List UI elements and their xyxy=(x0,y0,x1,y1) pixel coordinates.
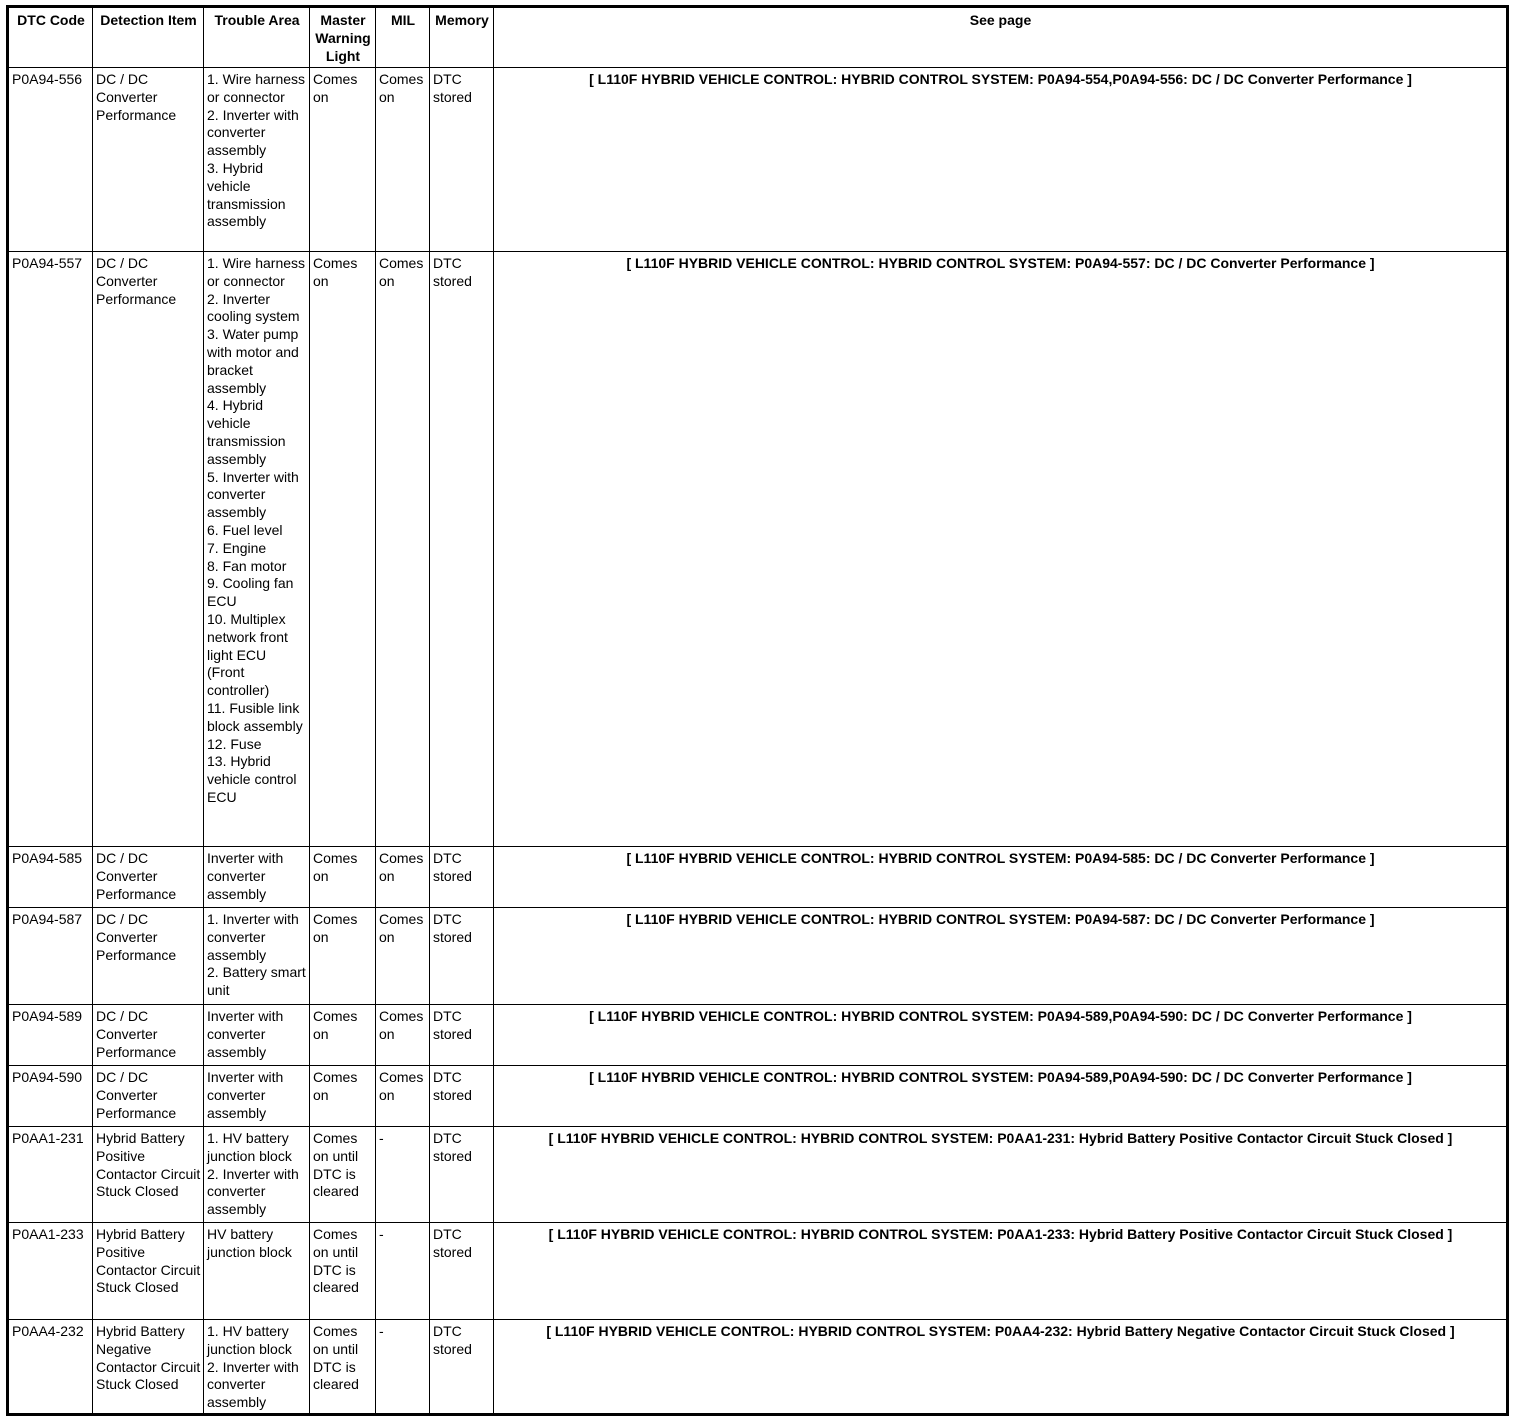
header-dtc-code: DTC Code xyxy=(8,7,93,68)
see-page-link[interactable]: [ L110F HYBRID VEHICLE CONTROL: HYBRID CONTROL SYSTEM: P0A94-587: DC / DC Converter Performance ] xyxy=(626,911,1375,927)
memory-cell: DTC stored xyxy=(430,252,494,847)
trouble-area-line: 1. Wire harness or connector xyxy=(207,255,306,289)
mil-cell: Comes on xyxy=(376,847,430,908)
memory-cell: DTC stored xyxy=(430,1223,494,1320)
see-page-link[interactable]: [ L110F HYBRID VEHICLE CONTROL: HYBRID CONTROL SYSTEM: P0AA4-232: Hybrid Battery Negative Contactor Circuit Stuck Closed ] xyxy=(546,1323,1455,1339)
see-page-cell xyxy=(494,68,1508,252)
detection-item-cell: Hybrid Battery Positive Contactor Circuit Stuck Closed xyxy=(93,1223,204,1320)
memory-cell: DTC stored xyxy=(430,68,494,252)
trouble-area-line: 2. Inverter with converter assembly xyxy=(207,106,299,159)
memory-cell: DTC stored xyxy=(430,1005,494,1066)
trouble-area-line: 2. Battery smart unit xyxy=(207,964,306,999)
trouble-area-line: 4. Hybrid vehicle transmission assembly xyxy=(207,397,286,467)
trouble-area-cell xyxy=(204,252,310,847)
see-page-cell xyxy=(494,908,1508,1005)
table-row xyxy=(8,1005,1508,1066)
table-row xyxy=(8,847,1508,908)
table-row xyxy=(8,1320,1508,1415)
trouble-area-cell xyxy=(204,1005,310,1066)
trouble-area-line: 9. Cooling fan ECU xyxy=(207,575,294,610)
dtc-code-cell: P0A94-590 xyxy=(8,1066,93,1127)
see-page-cell xyxy=(494,1320,1508,1415)
trouble-area-line: Inverter with converter assembly xyxy=(207,850,284,902)
trouble-area-line: 7. Engine xyxy=(207,539,267,556)
dtc-code-cell: P0A94-587 xyxy=(8,908,93,1005)
master-warning-light-cell: Comes on until DTC is cleared xyxy=(310,1127,376,1223)
table-row xyxy=(8,68,1508,252)
see-page-link[interactable]: [ L110F HYBRID VEHICLE CONTROL: HYBRID CONTROL SYSTEM: P0A94-585: DC / DC Converter Performance ] xyxy=(626,850,1375,866)
detection-item-cell: DC / DC Converter Performance xyxy=(93,847,204,908)
detection-item-cell: Hybrid Battery Negative Contactor Circuit Stuck Closed xyxy=(93,1320,204,1415)
table-row xyxy=(8,252,1508,847)
mil-cell: - xyxy=(376,1223,430,1320)
dtc-code-cell: P0AA1-233 xyxy=(8,1223,93,1320)
trouble-area-line: 3. Hybrid vehicle transmission assembly xyxy=(207,159,286,230)
table-body xyxy=(8,68,1508,1415)
trouble-area-line: 1. Wire harness or connector xyxy=(207,71,306,105)
master-warning-light-cell: Comes on xyxy=(310,252,376,847)
see-page-cell xyxy=(494,1223,1508,1320)
trouble-area-line: 10. Multiplex network front light ECU (Front controller) xyxy=(207,610,288,699)
trouble-area-cell xyxy=(204,1127,310,1223)
master-warning-light-cell: Comes on xyxy=(310,1005,376,1066)
trouble-area-line: 8. Fan motor xyxy=(207,557,287,574)
trouble-area-line: 2. Inverter cooling system xyxy=(207,290,300,325)
mil-cell: - xyxy=(376,1127,430,1223)
see-page-cell xyxy=(494,252,1508,847)
memory-cell: DTC stored xyxy=(430,1127,494,1223)
dtc-code-cell: P0A94-556 xyxy=(8,68,93,252)
trouble-area-line: 2. Inverter with converter assembly xyxy=(207,1165,299,1218)
table-row xyxy=(8,1127,1508,1223)
detection-item-cell: DC / DC Converter Performance xyxy=(93,908,204,1005)
see-page-link[interactable]: [ L110F HYBRID VEHICLE CONTROL: HYBRID CONTROL SYSTEM: P0A94-589,P0A94-590: DC / DC Converter Performance ] xyxy=(589,1008,1412,1024)
mil-cell: Comes on xyxy=(376,1005,430,1066)
header-trouble-area: Trouble Area xyxy=(204,7,310,68)
mil-cell: Comes on xyxy=(376,252,430,847)
dtc-table xyxy=(6,5,1509,1416)
master-warning-light-cell: Comes on until DTC is cleared xyxy=(310,1320,376,1415)
dtc-code-cell: P0A94-589 xyxy=(8,1005,93,1066)
table-header-row xyxy=(8,7,1508,68)
see-page-cell xyxy=(494,847,1508,908)
see-page-link[interactable]: [ L110F HYBRID VEHICLE CONTROL: HYBRID CONTROL SYSTEM: P0A94-554,P0A94-556: DC / DC Converter Performance ] xyxy=(589,71,1412,87)
trouble-area-cell xyxy=(204,1320,310,1415)
trouble-area-cell xyxy=(204,1066,310,1127)
see-page-cell xyxy=(494,1066,1508,1127)
trouble-area-line: 2. Inverter with converter assembly xyxy=(207,1358,299,1411)
detection-item-cell: DC / DC Converter Performance xyxy=(93,1066,204,1127)
table-row xyxy=(8,1223,1508,1320)
trouble-area-line: 3. Water pump with motor and bracket assembly xyxy=(207,326,299,396)
table-row xyxy=(8,908,1508,1005)
trouble-area-cell xyxy=(204,908,310,1005)
dtc-code-cell: P0A94-585 xyxy=(8,847,93,908)
mil-cell: - xyxy=(376,1320,430,1415)
trouble-area-line: 1. HV battery junction block xyxy=(207,1323,292,1357)
master-warning-light-cell: Comes on until DTC is cleared xyxy=(310,1223,376,1320)
header-memory: Memory xyxy=(430,7,494,68)
mil-cell: Comes on xyxy=(376,68,430,252)
master-warning-light-cell: Comes on xyxy=(310,68,376,252)
detection-item-cell: DC / DC Converter Performance xyxy=(93,1005,204,1066)
dtc-code-cell: P0AA1-231 xyxy=(8,1127,93,1223)
master-warning-light-cell: Comes on xyxy=(310,908,376,1005)
header-see-page: See page xyxy=(494,7,1508,68)
mil-cell: Comes on xyxy=(376,1066,430,1127)
trouble-area-cell xyxy=(204,1223,310,1320)
header-detection-item: Detection Item xyxy=(93,7,204,68)
detection-item-cell: DC / DC Converter Performance xyxy=(93,68,204,252)
master-warning-light-cell: Comes on xyxy=(310,847,376,908)
see-page-link[interactable]: [ L110F HYBRID VEHICLE CONTROL: HYBRID CONTROL SYSTEM: P0AA1-231: Hybrid Battery Positive Contactor Circuit Stuck Closed ] xyxy=(548,1130,1453,1146)
header-master-warning-light: Master Warning Light xyxy=(310,7,376,68)
dtc-code-cell: P0AA4-232 xyxy=(8,1320,93,1415)
dtc-code-cell: P0A94-557 xyxy=(8,252,93,847)
trouble-area-line: 5. Inverter with converter assembly xyxy=(207,468,299,521)
trouble-area-line: 12. Fuse xyxy=(207,735,262,752)
detection-item-cell: DC / DC Converter Performance xyxy=(93,252,204,847)
mil-cell: Comes on xyxy=(376,908,430,1005)
master-warning-light-cell: Comes on xyxy=(310,1066,376,1127)
trouble-area-cell xyxy=(204,68,310,252)
see-page-cell xyxy=(494,1005,1508,1066)
trouble-area-line: 13. Hybrid vehicle control ECU xyxy=(207,753,297,805)
trouble-area-line: Inverter with converter assembly xyxy=(207,1008,284,1060)
trouble-area-line: 6. Fuel level xyxy=(207,521,283,538)
memory-cell: DTC stored xyxy=(430,1066,494,1127)
trouble-area-line: HV battery junction block xyxy=(207,1226,292,1260)
see-page-link[interactable]: [ L110F HYBRID VEHICLE CONTROL: HYBRID CONTROL SYSTEM: P0AA1-233: Hybrid Battery Positive Contactor Circuit Stuck Closed ] xyxy=(548,1226,1453,1242)
trouble-area-line: Inverter with converter assembly xyxy=(207,1069,284,1121)
header-mil: MIL xyxy=(376,7,430,68)
trouble-area-line: 1. Inverter with converter assembly xyxy=(207,911,299,963)
memory-cell: DTC stored xyxy=(430,1320,494,1415)
memory-cell: DTC stored xyxy=(430,908,494,1005)
see-page-link[interactable]: [ L110F HYBRID VEHICLE CONTROL: HYBRID CONTROL SYSTEM: P0A94-589,P0A94-590: DC / DC Converter Performance ] xyxy=(589,1069,1412,1085)
see-page-link[interactable]: [ L110F HYBRID VEHICLE CONTROL: HYBRID CONTROL SYSTEM: P0A94-557: DC / DC Converter Performance ] xyxy=(626,255,1375,271)
trouble-area-line: 11. Fusible link block assembly xyxy=(207,699,303,734)
memory-cell: DTC stored xyxy=(430,847,494,908)
table-row xyxy=(8,1066,1508,1127)
detection-item-cell: Hybrid Battery Positive Contactor Circuit Stuck Closed xyxy=(93,1127,204,1223)
trouble-area-line: 1. HV battery junction block xyxy=(207,1130,292,1164)
see-page-cell xyxy=(494,1127,1508,1223)
trouble-area-cell xyxy=(204,847,310,908)
